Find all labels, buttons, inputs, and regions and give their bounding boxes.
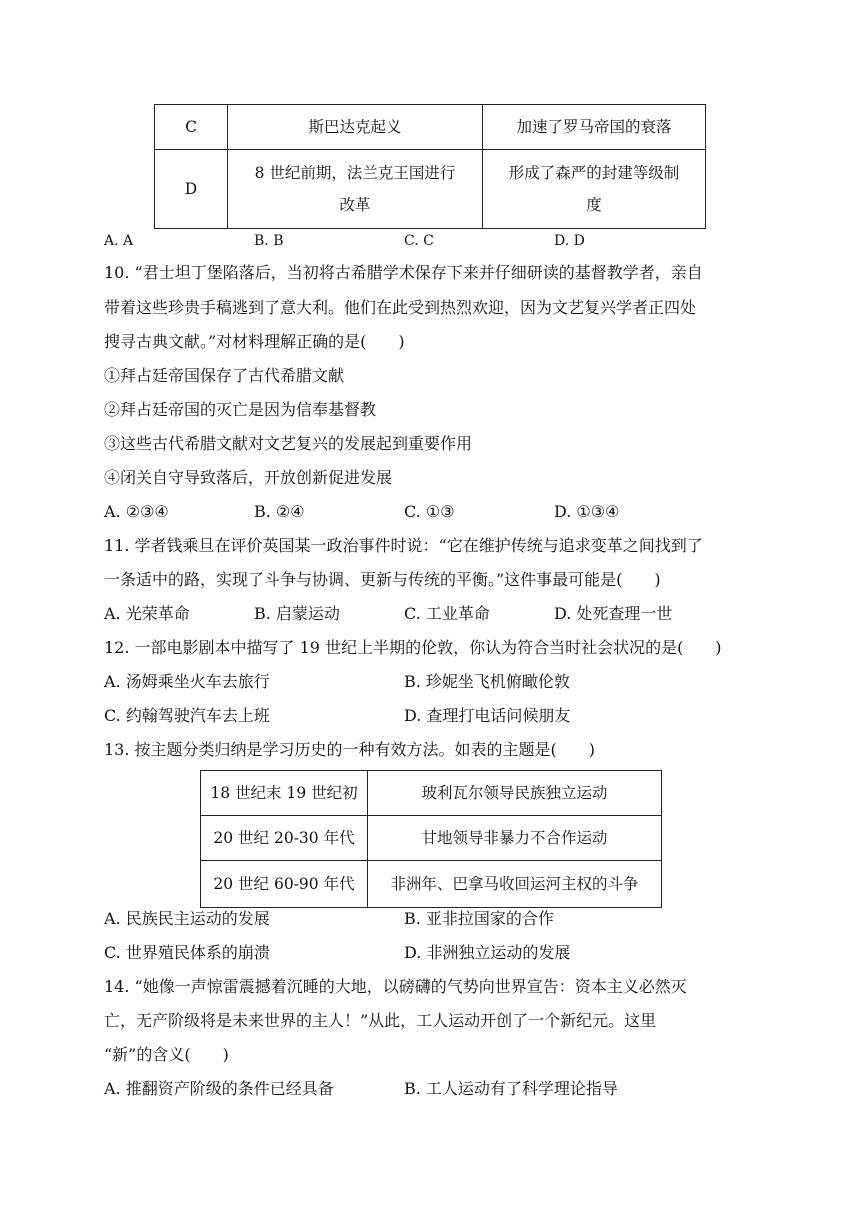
- cell-line: 8 世纪前期，法兰克王国进行: [254, 164, 456, 182]
- q12-option-a[interactable]: A. 汤姆乘坐火车去旅行: [104, 672, 270, 691]
- q14-stem-line: 14. “她像一声惊雷震撼着沉睡的大地，以磅礴的气势向世界宣告：资本主义必然灭: [104, 977, 687, 996]
- q10-option-c[interactable]: C. ①③: [404, 502, 455, 521]
- q10-item: ④闭关自守导致落后，开放创新促进发展: [104, 468, 393, 487]
- q10-item: ①拜占廷帝国保存了古代希腊文献: [104, 366, 345, 385]
- q10-option-a[interactable]: A. ②③④: [104, 502, 169, 521]
- q10-option-d[interactable]: D. ①③④: [554, 502, 620, 521]
- q11-stem-line: 一条适中的路，实现了斗争与协调、更新与传统的平衡。”这件事最可能是( ): [104, 570, 661, 589]
- q13-option-c[interactable]: C. 世界殖民体系的崩溃: [104, 943, 270, 962]
- q14-option-a[interactable]: A. 推翻资产阶级的条件已经具备: [104, 1079, 334, 1098]
- cell-line: 形成了森严的封建等级制: [508, 164, 680, 182]
- q12-stem: 12. 一部电影剧本中描写了 19 世纪上半期的伦敦，你认为符合当时社会状况的是( ): [104, 638, 722, 657]
- table-cell: 玻利瓦尔领导民族独立运动: [368, 771, 662, 816]
- q11-option-d[interactable]: D. 处死查理一世: [554, 604, 673, 623]
- q12-option-c[interactable]: C. 约翰驾驶汽车去上班: [104, 706, 270, 725]
- q11-option-b[interactable]: B. 启蒙运动: [254, 604, 340, 623]
- q13-option-b[interactable]: B. 亚非拉国家的合作: [404, 909, 554, 928]
- q14-option-b[interactable]: B. 工人运动有了科学理论指导: [404, 1079, 618, 1098]
- q10-stem-line: 10. “君士坦丁堡陷落后，当初将古希腊学术保存下来并仔细研读的基督教学者，亲自: [104, 263, 703, 282]
- q14-stem-line: 亡，无产阶级将是未来世界的主人！”从此，工人运动开创了一个新纪元。这里: [104, 1011, 657, 1030]
- q9-option-a[interactable]: A. A: [104, 233, 134, 249]
- table-row: [201, 816, 662, 861]
- table-cell: [228, 150, 483, 229]
- q9-option-c[interactable]: C. C: [404, 233, 434, 249]
- table-row: [155, 105, 706, 150]
- table-row: [201, 771, 662, 816]
- q13-table: [200, 770, 662, 908]
- table-cell: 加速了罗马帝国的衰落: [483, 105, 706, 150]
- q9-option-b[interactable]: B. B: [254, 233, 284, 249]
- q10-stem-line: 搜寻古典文献。”对材料理解正确的是( ): [104, 332, 405, 351]
- table-cell: D: [155, 150, 228, 229]
- table-cell: 20 世纪 60-90 年代: [201, 861, 368, 908]
- table-cell: 18 世纪末 19 世纪初: [201, 771, 368, 816]
- table-row: [155, 150, 706, 229]
- q14-stem-line: “新”的含义( ): [104, 1045, 229, 1064]
- q11-option-a[interactable]: A. 光荣革命: [104, 604, 190, 623]
- table-cell: 20 世纪 20-30 年代: [201, 816, 368, 861]
- table-row: [201, 861, 662, 908]
- q10-stem-line: 带着这些珍贵手稿逃到了意大利。他们在此受到热烈欢迎，因为文艺复兴学者正四处: [104, 298, 697, 317]
- q13-option-a[interactable]: A. 民族民主运动的发展: [104, 909, 270, 928]
- q11-stem-line: 11. 学者钱乘旦在评价英国某一政治事件时说：“它在维护传统与追求变革之间找到了: [104, 536, 703, 555]
- q9-table: [154, 104, 706, 229]
- cell-line: 改革: [339, 196, 371, 214]
- q11-option-c[interactable]: C. 工业革命: [404, 604, 490, 623]
- q10-item: ②拜占廷帝国的灭亡是因为信奉基督教: [104, 400, 377, 419]
- table-cell: 甘地领导非暴力不合作运动: [368, 816, 662, 861]
- q12-option-b[interactable]: B. 珍妮坐飞机俯瞰伦敦: [404, 672, 570, 691]
- q13-stem: 13. 按主题分类归纳是学习历史的一种有效方法。如表的主题是( ): [104, 740, 596, 759]
- q10-option-b[interactable]: B. ②④: [254, 502, 305, 521]
- table-cell: 斯巴达克起义: [228, 105, 483, 150]
- table-cell: 非洲年、巴拿马收回运河主权的斗争: [368, 861, 662, 908]
- cell-line: 度: [586, 196, 602, 214]
- q9-option-d[interactable]: D. D: [554, 233, 585, 249]
- table-cell: [483, 150, 706, 229]
- q12-option-d[interactable]: D. 查理打电话问候朋友: [404, 706, 571, 725]
- q13-option-d[interactable]: D. 非洲独立运动的发展: [404, 943, 571, 962]
- table-cell: C: [155, 105, 228, 150]
- q10-item: ③这些古代希腊文献对文艺复兴的发展起到重要作用: [104, 434, 473, 453]
